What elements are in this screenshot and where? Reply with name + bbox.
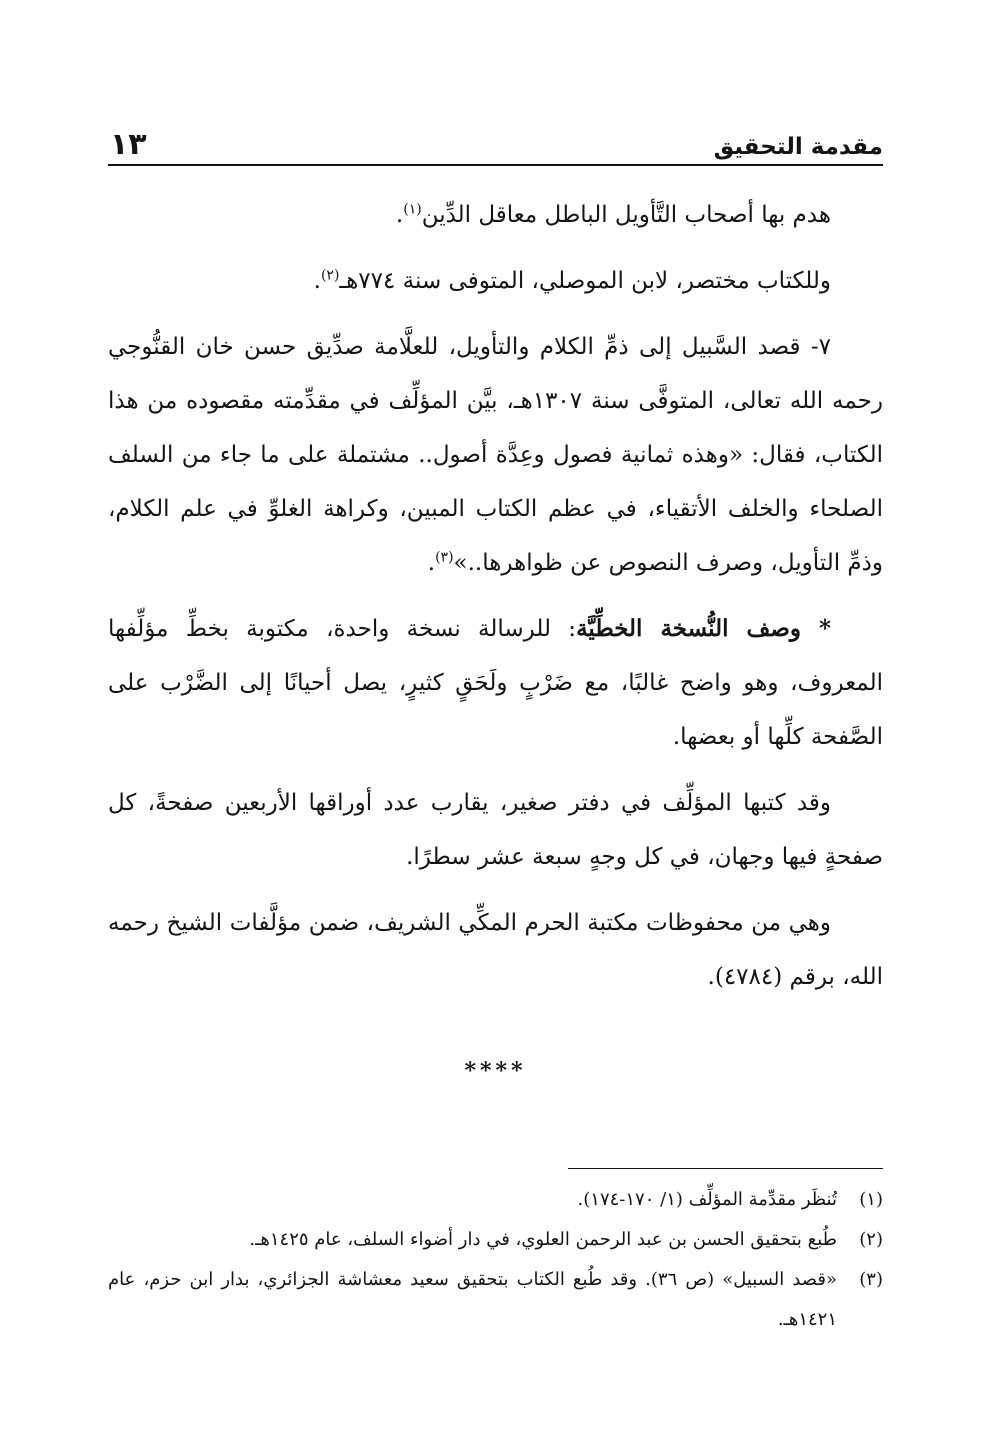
footnote-3 bbox=[108, 1260, 883, 1340]
paragraph-5: وقد كتبها المؤلِّف في دفتر صغير، يقارب عدد أوراقها الأربعين صفحةً، كل صفحةٍ فيها وجهان، في كل وجهٍ سبعة عشر سطرًا. bbox=[108, 790, 883, 870]
main-text bbox=[108, 188, 883, 1004]
footnote-text: تُنظَر مقدِّمة المؤلِّف (١/ ١٧٠-١٧٤). bbox=[577, 1189, 837, 1210]
footnote-number: (١) bbox=[859, 1189, 883, 1210]
paragraph-4-text: : للرسالة نسخة واحدة، مكتوبة بخطِّ مؤلِّفها المعروف، وهو واضح غالبًا، مع ضَرْبٍ ولَحَقٍ كثيرٍ، يصل أحيانًا إلى الضَّرْب على الصَّفحة كلِّها أو بعضها. bbox=[108, 616, 883, 750]
paragraph-3-text: ٧- قصد السَّبيل إلى ذمِّ الكلام والتأويل، للعلَّامة صدِّيق حسن خان القنُّوجي رحمه الله تعالى، المتوفَّى سنة ١٣٠٧هـ، بيَّن المؤلِّف في مقدِّمته مقصوده من هذا الكتاب، فقال: «وهذه ثمانية فصول وعِدَّة أصول.. مشتملة على ما جاء من السلف الصلحاء والخلف الأتقياء، في عظم الكتاب المبين، وكراهة الغلوِّ في علم الكلام، وذمِّ التأويل، وصرف النصوص عن ظواهرها..» bbox=[108, 334, 883, 576]
paragraph-6: وهي من محفوظات مكتبة الحرم المكِّي الشريف، ضمن مؤلَّفات الشيخ رحمه الله، برقم (٤٧٨٤). bbox=[108, 910, 883, 990]
footnote-2 bbox=[108, 1220, 883, 1260]
footnote-divider bbox=[568, 1168, 883, 1169]
paragraph-4 bbox=[108, 602, 883, 764]
footnote-number: (٣) bbox=[859, 1269, 883, 1290]
header-title: مقدمة التحقيق bbox=[713, 134, 883, 160]
paragraph-1-text: هدم بها أصحاب التَّأويل الباطل معاقل الدِّين bbox=[421, 202, 831, 228]
running-header bbox=[108, 128, 883, 166]
footnote-ref-2: (٢) bbox=[320, 267, 340, 284]
footnote-ref-1: (١) bbox=[403, 201, 422, 218]
footnote-text: «قصد السبيل» (ص ٣٦). وقد طُبع الكتاب بتحقيق سعيد معشاشة الجزائري، بدار ابن حزم، عام ١٤٢١هـ. bbox=[108, 1269, 837, 1330]
footnotes bbox=[108, 1180, 883, 1340]
paragraph-2-end: . bbox=[313, 268, 321, 294]
section-separator: **** bbox=[464, 1058, 527, 1084]
footnote-number: (٢) bbox=[859, 1229, 883, 1250]
paragraph-1-end: . bbox=[395, 202, 404, 228]
paragraph-2-text: وللكتاب مختصر، لابن الموصلي، المتوفى سنة ٧٧٤هـ bbox=[339, 268, 831, 294]
paragraph-3 bbox=[108, 320, 883, 590]
manuscript-heading: * وصف النُّسخة الخطِّيَّة bbox=[576, 615, 831, 642]
footnote-ref-3: (٣) bbox=[435, 549, 454, 566]
footnote-1 bbox=[108, 1180, 883, 1220]
paragraph-2 bbox=[108, 254, 883, 308]
page-number: ١٣ bbox=[110, 127, 147, 162]
paragraph-3-end: . bbox=[427, 550, 436, 576]
footnote-text: طُبع بتحقيق الحسن بن عبد الرحمن العلوي، في دار أضواء السلف، عام ١٤٢٥هـ. bbox=[249, 1229, 837, 1250]
paragraph-1 bbox=[108, 188, 883, 242]
